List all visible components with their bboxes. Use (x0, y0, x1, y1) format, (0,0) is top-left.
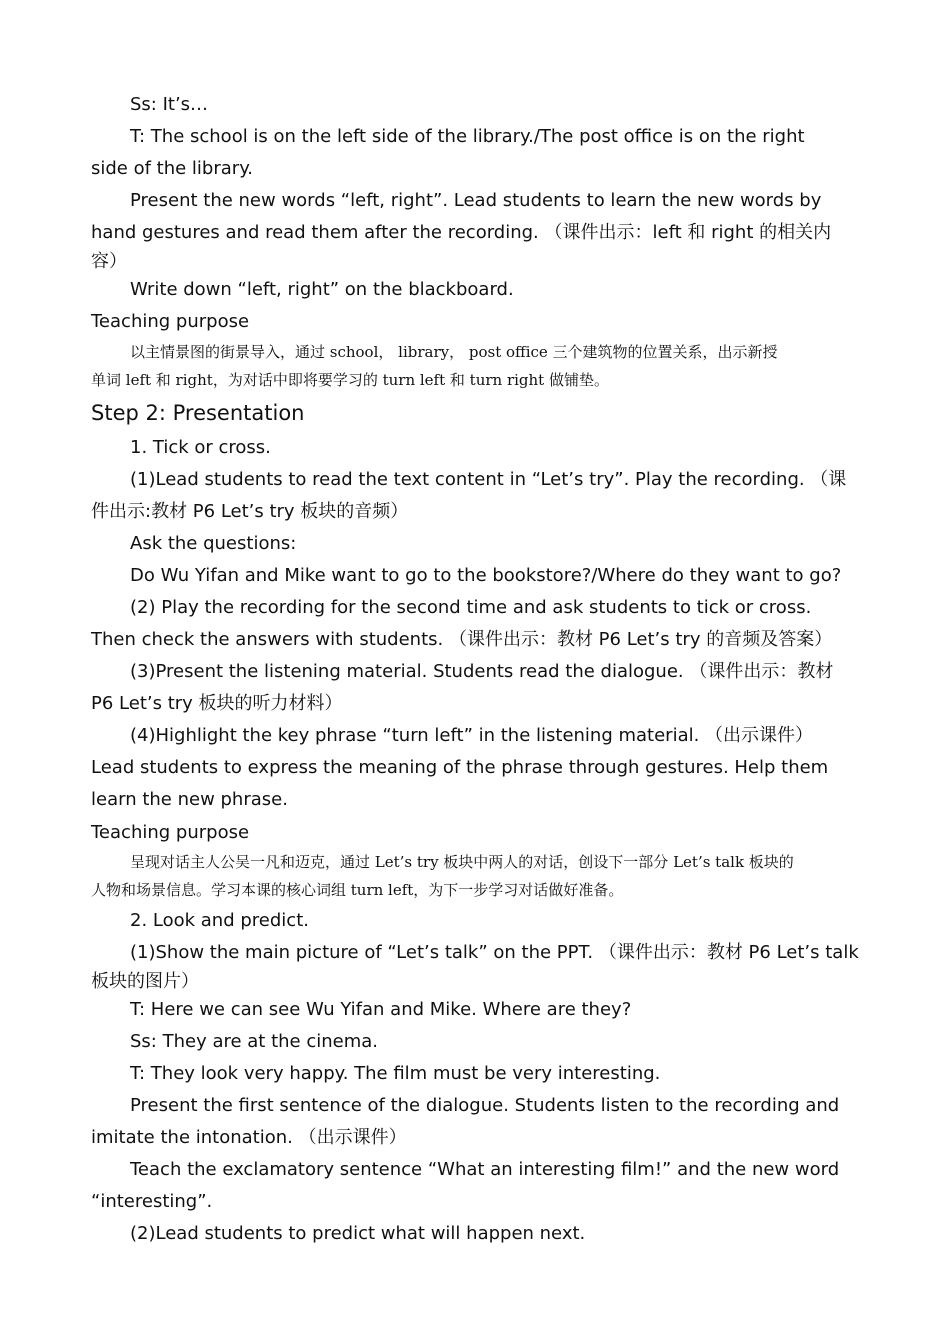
purpose-line: 人物和场景信息。学习本课的核心词组 turn left，为下一步学习对话做好准备。 (91, 881, 624, 899)
text-line: Present the first sentence of the dialogue. Students listen to the recording and (130, 1095, 840, 1116)
text-line: T: The school is on the left side of the library./The post office is on the right (130, 126, 805, 147)
text-line: imitate the intonation. （出示课件） (91, 1127, 407, 1148)
text-line: hand gestures and read them after the recording. （课件出示：left 和 right 的相关内 (91, 222, 832, 243)
purpose-line: 以主情景图的街景导入，通过 school， library， post office 三个建筑物的位置关系，出示新授 (130, 343, 778, 361)
text-line: T: Here we can see Wu Yifan and Mike. Where are they? (130, 999, 632, 1020)
text-line: Do Wu Yifan and Mike want to go to the bookstore?/Where do they want to go? (130, 565, 842, 586)
text-line: (1)Lead students to read the text content in “Let’s try”. Play the recording. （课 (130, 469, 847, 490)
text-line: Present the new words “left, right”. Lead students to learn the new words by (130, 190, 822, 211)
text-line: learn the new phrase. (91, 789, 288, 810)
text-line: (1)Show the main picture of “Let’s talk” on the PPT. （课件出示：教材 P6 Let’s talk (130, 942, 859, 963)
text-line: T: They look very happy. The film must be very interesting. (130, 1063, 661, 1084)
text-line: 容） (91, 251, 127, 272)
text-line: 1. Tick or cross. (130, 437, 271, 458)
section-label: Teaching purpose (91, 822, 250, 843)
text-line: (4)Highlight the key phrase “turn left” in the listening material. （出示课件） (130, 725, 814, 746)
purpose-line: 单词 left 和 right，为对话中即将要学习的 turn left 和 turn right 做铺垫。 (91, 371, 609, 389)
text-line: Ss: They are at the cinema. (130, 1031, 379, 1052)
text-line: P6 Let’s try 板块的听力材料） (91, 693, 343, 714)
text-line: Teach the exclamatory sentence “What an interesting film!” and the new word (130, 1159, 840, 1180)
text-line: Lead students to express the meaning of the phrase through gestures. Help them (91, 757, 829, 778)
text-line: (2) Play the recording for the second time and ask students to tick or cross. (130, 597, 812, 618)
text-line: Ask the questions: (130, 533, 297, 554)
text-line: “interesting”. (91, 1191, 213, 1212)
step-heading: Step 2: Presentation (91, 401, 305, 425)
text-line: Then check the answers with students. （课件出示：教材 P6 Let’s try 的音频及答案） (91, 629, 833, 650)
text-line: (2)Lead students to predict what will happen next. (130, 1223, 586, 1244)
purpose-line: 呈现对话主人公吴一凡和迈克，通过 Let’s try 板块中两人的对话，创设下一部分 Let’s talk 板块的 (130, 853, 794, 871)
text-line: 件出示:教材 P6 Let’s try 板块的音频） (91, 501, 409, 522)
text-line: side of the library. (91, 158, 253, 179)
text-line: (3)Present the listening material. Students read the dialogue. （课件出示：教材 (130, 661, 834, 682)
section-label: Teaching purpose (91, 311, 250, 332)
text-line: 板块的图片） (91, 971, 199, 992)
text-line: Write down “left, right” on the blackboard. (130, 279, 514, 300)
text-line: 2. Look and predict. (130, 910, 309, 931)
text-line: Ss: It’s… (130, 94, 209, 115)
